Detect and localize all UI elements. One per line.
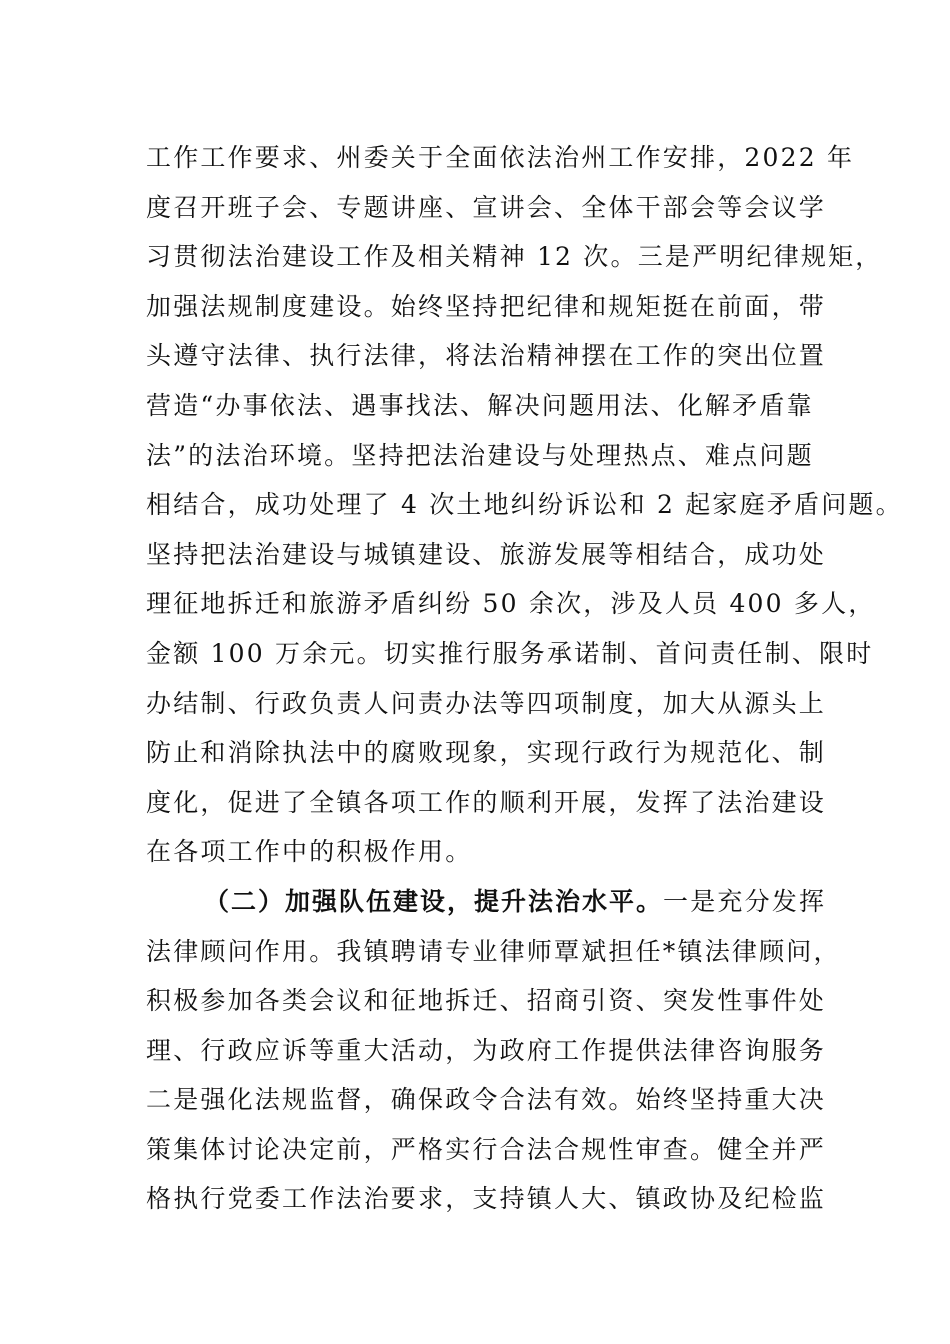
- section-heading-rest: 一是充分发挥: [663, 886, 827, 916]
- text-line: 工作工作要求、州委关于全面依法治州工作安排，2022 年: [146, 143, 855, 172]
- text-line: 法律顾问作用。我镇聘请专业律师覃斌担任*镇法律顾问，: [146, 936, 841, 966]
- text-line: 理征地拆迁和旅游矛盾纠纷 50 余次，涉及人员 400 多人，: [146, 589, 876, 619]
- text-line: 策集体讨论决定前，严格实行合法合规性审查。健全并严: [146, 1134, 827, 1164]
- text-line: 营造“办事依法、遇事找法、解决问题用法、化解矛盾靠: [146, 390, 814, 420]
- text-line: 金额 100 万余元。切实推行服务承诺制、首问责任制、限时: [146, 638, 874, 668]
- text-line: 度召开班子会、专题讲座、宣讲会、全体干部会等会议学: [146, 192, 827, 222]
- section-heading: （二）加强队伍建设，提升法治水平。: [204, 886, 664, 916]
- text-line: 理、行政应诉等重大活动，为政府工作提供法律咨询服务: [146, 1035, 827, 1065]
- text-line: 度化，促进了全镇各项工作的顺利开展，发挥了法治建设: [146, 787, 827, 817]
- text-line: 办结制、行政负责人问责办法等四项制度，加大从源头上: [146, 688, 827, 718]
- text-line: 法”的法治环境。坚持把法治建设与处理热点、难点问题: [146, 440, 814, 470]
- section-heading-line: [146, 877, 846, 927]
- text-line: 积极参加各类会议和征地拆迁、招商引资、突发性事件处: [146, 986, 827, 1016]
- text-line: 加强法规制度建设。始终坚持把纪律和规矩挺在前面，带: [146, 291, 827, 321]
- body-text: [146, 133, 903, 1224]
- text-line: 习贯彻法治建设工作及相关精神 12 次。三是严明纪律规矩，: [146, 242, 883, 272]
- text-line: 头遵守法律、执行法律，将法治精神摆在工作的突出位置: [146, 341, 827, 371]
- text-line: 坚持把法治建设与城镇建设、旅游发展等相结合，成功处: [146, 539, 827, 569]
- text-line: 相结合，成功处理了 4 次土地纠纷诉讼和 2 起家庭矛盾问题。: [146, 490, 903, 520]
- text-line: 防止和消除执法中的腐败现象，实现行政行为规范化、制: [146, 738, 827, 768]
- text-line: 在各项工作中的积极作用。: [146, 837, 473, 867]
- text-line: 二是强化法规监督，确保政令合法有效。始终坚持重大决: [146, 1085, 827, 1115]
- text-line: 格执行党委工作法治要求，支持镇人大、镇政协及纪检监: [146, 1184, 827, 1214]
